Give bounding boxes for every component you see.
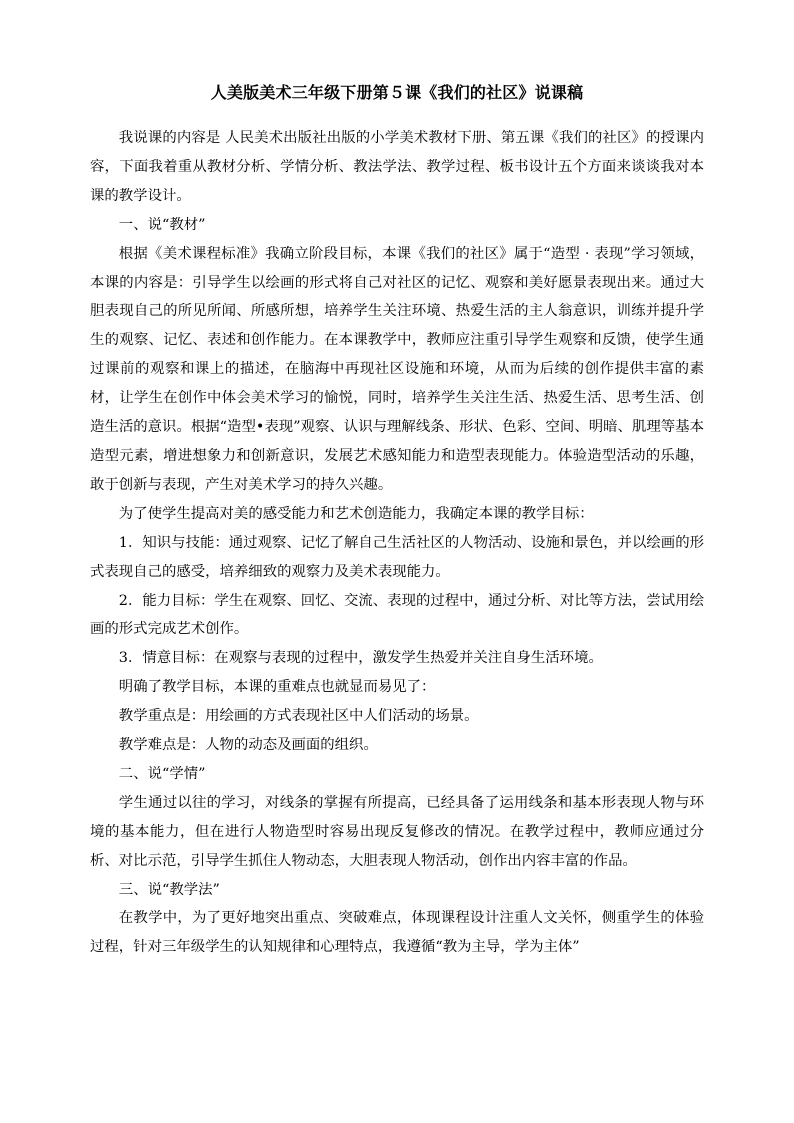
paragraph-key-points-intro: 明确了教学目标，本课的重难点也就显而易见了： [118, 679, 436, 696]
paragraph-textbook-analysis: 根据《美术课程标准》我确立阶段目标，本课《我们的社区》属于“造型 · 表现”学习领域，本课的内容是：引导学生以绘画的形式将自己对社区的记忆、观察和美好愿景表现出来。通过大胆表现自己的所见所闻、所感所想，培养学生关注环境、热爱生活的主人翁意识，训练并提升学生的观察、记忆、表述和创作能力。在本课教学中，教师应注重引导学生观察和反馈，使学生通过课前的观察和课上的描述，在脑海中再现社区设施和环境，从而为后续的创作提供丰富的素材，让学生在创作中体会美术学习的愉悦，同时，培养学生关注生活、热爱生活、思考生活、创造生活的意识。根据“造型•表现”观察、认识与理解线条、形状、色彩、空间、明暗、肌理等基本造型元素，增进想象力和创新意识，发展艺术感知能力和造型表现能力。体验造型活动的乐趣，敢于创新与表现，产生对美术学习的持久兴趣。 [90, 245, 704, 493]
paragraph-student-analysis: 学生通过以往的学习，对线条的掌握有所提高，已经具备了运用线条和基本形表现人物与环境的基本能力，但在进行人物造型时容易出现反复修改的情况。在教学过程中，教师应通过分析、对比示范，引导学生抓住人物动态，大胆表现人物活动，创作出内容丰富的作品。 [90, 794, 704, 869]
document-title: 人美版美术三年级下册第５课《我们的社区》说课稿 [210, 83, 584, 102]
document-page [90, 82, 704, 962]
paragraph-goal-knowledge: 1．知识与技能：通过观察、记忆了解自己生活社区的人物活动、设施和景色，并以绘画的形式表现自己的感受，培养细致的观察力及美术表现能力。 [90, 534, 704, 580]
paragraph-difficult-point: 教学难点是：人物的动态及画面的组织。 [118, 737, 378, 754]
paragraph-intro: 我说课的内容是 人民美术出版社出版的小学美术教材下册、第五课《我们的社区》的授课内容，下面我着重从教材分析、学情分析、教法学法、教学过程、板书设计五个方面来谈谈我对本课的教学设计。 [90, 130, 704, 204]
section-heading-methods: 三、说“教学法” [118, 881, 220, 898]
section-heading-students: 二、说“学情” [118, 765, 206, 782]
paragraph-methods: 在教学中，为了更好地突出重点、突破难点，体现课程设计注重人文关怀，侧重学生的体验过程，针对三年级学生的认知规律和心理特点，我遵循“教为主导，学为主体” [90, 910, 704, 956]
document-body [90, 124, 704, 962]
section-heading-textbook: 一、说“教材” [118, 216, 206, 233]
paragraph-goals-intro: 为了使学生提高对美的感受能力和艺术创造能力，我确定本课的教学目标： [118, 505, 594, 522]
paragraph-goal-emotion: 3．情意目标：在观察与表现的过程中，激发学生热爱并关注自身生活环境。 [118, 650, 603, 667]
paragraph-key-point: 教学重点是：用绘画的方式表现社区中人们活动的场景。 [118, 708, 479, 725]
paragraph-goal-ability: 2．能力目标：学生在观察、回忆、交流、表现的过程中，通过分析、对比等方法，尝试用绘画的形式完成艺术创作。 [90, 592, 704, 638]
